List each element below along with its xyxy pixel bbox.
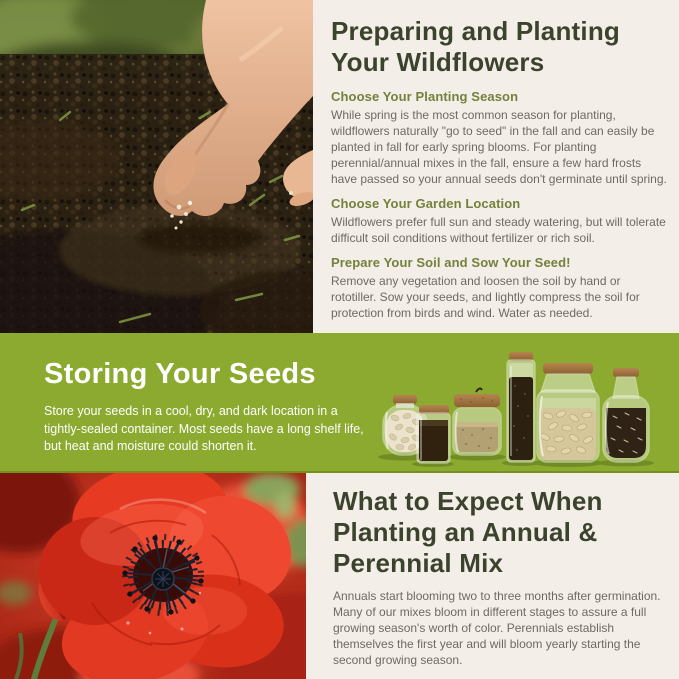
storing-seeds-heading: Storing Your Seeds	[44, 358, 316, 390]
prepare-soil-block	[331, 255, 667, 321]
seed-jars-photo	[375, 350, 675, 470]
expect-body: Annuals start blooming two to three months after germination. Many of our mixes bloom in different stages to assure a full growing season's worth of color. Perennials establish themselves the first year and will bloom yearly starting the second growing season.	[333, 589, 661, 667]
seed-jars-illustration	[375, 350, 675, 470]
preparing-planting-panel	[313, 0, 679, 333]
prepare-soil-body: Remove any vegetation and loosen the soil by hand or rototiller. Sow your seeds, and lightly compress the soil for protection from birds and wind. Water as needed.	[331, 274, 640, 320]
poppy-photo	[0, 473, 306, 679]
storing-seeds-band	[0, 333, 679, 473]
expect-panel	[306, 473, 679, 679]
garden-location-body: Wildflowers prefer full sun and steady watering, but will tolerate difficult soil conditions without fertilizer or rich soil.	[331, 215, 666, 245]
soil-photo	[0, 0, 313, 333]
preparing-planting-heading: Preparing and Planting Your Wildflowers	[331, 16, 620, 77]
planting-season-block	[331, 89, 667, 187]
expect-heading: What to Expect When Planting an Annual & Perennial Mix	[333, 486, 603, 578]
storing-seeds-body: Store your seeds in a cool, dry, and dark location in a tightly-sealed container. Most seeds have a long shelf life, but heat and moisture could shorten it.	[44, 404, 364, 453]
soil-photo-illustration	[0, 0, 313, 333]
planting-season-body: While spring is the most common season for planting, wildflowers naturally "go to seed" in the fall and can easily be planted in fall for early spring blooms. For planting perennial/annual mixes in the fall, ensure a few hard frosts have passed so your annual seeds don't germinate until spring.	[331, 108, 667, 186]
garden-location-subheading: Choose Your Garden Location	[331, 196, 521, 211]
prepare-soil-subheading: Prepare Your Soil and Sow Your Seed!	[331, 255, 571, 270]
poppy-photo-illustration	[0, 473, 306, 679]
planting-season-subheading: Choose Your Planting Season	[331, 89, 519, 104]
garden-location-block	[331, 196, 667, 246]
storing-seeds-textwrap	[44, 358, 379, 456]
